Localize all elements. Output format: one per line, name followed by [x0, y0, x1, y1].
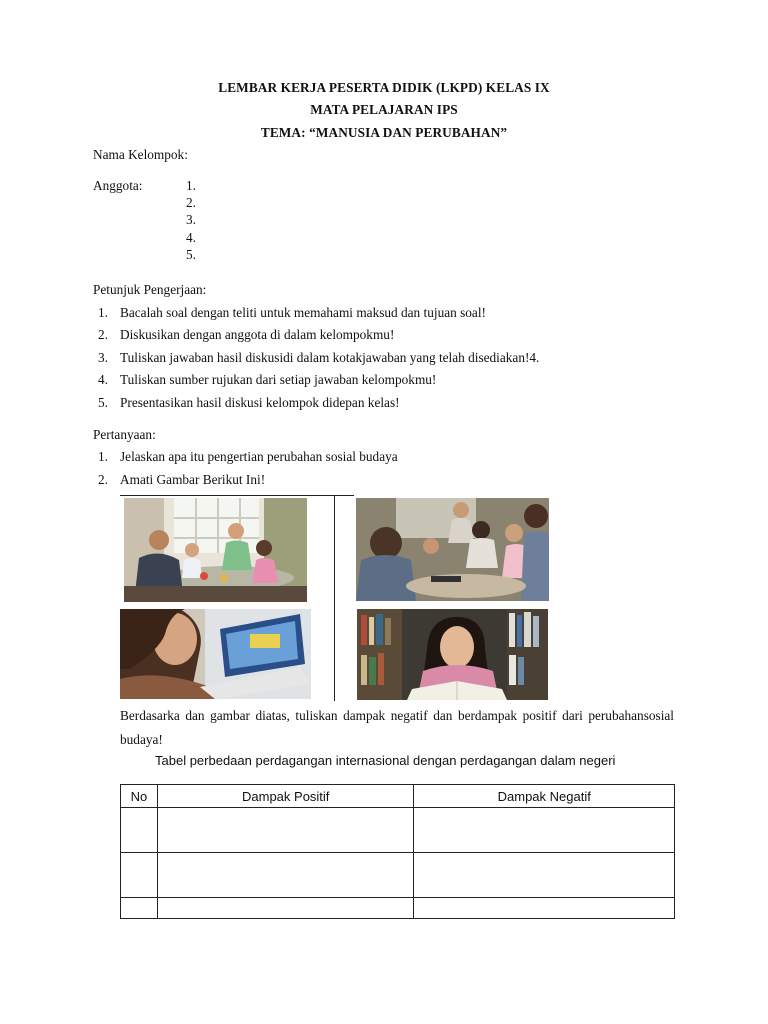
negative-impact-cell[interactable] — [414, 808, 675, 853]
instruction-number: 5. — [98, 395, 108, 410]
instruction-paragraph: Berdasarka dan gambar diatas, tuliskan dampak negatif dan berdampak positif dari perubahansosial budaya! — [120, 708, 674, 747]
instruction-text: Presentasikan hasil diskusi kelompok didepan kelas! — [120, 395, 400, 410]
negative-impact-cell[interactable] — [414, 853, 675, 898]
column-header-positive-impact: Dampak Positif — [157, 785, 414, 808]
member-number-1: 1. — [186, 178, 196, 193]
worksheet-title: LEMBAR KERJA PESERTA DIDIK (LKPD) KELAS IX — [218, 80, 550, 95]
positive-impact-cell[interactable] — [157, 898, 414, 919]
column-header-no: No — [121, 785, 158, 808]
family-dinner-photo — [124, 498, 307, 602]
instruction-number: 4. — [98, 372, 108, 387]
instruction-text: Bacalah soal dengan teliti untuk memahami maksud dan tujuan soal! — [120, 305, 486, 320]
member-number-3: 3. — [186, 212, 196, 227]
instruction-number: 2. — [98, 327, 108, 342]
theme-title: TEMA: “MANUSIA DAN PERUBAHAN” — [260, 125, 508, 140]
member-number-5: 5. — [186, 247, 196, 262]
laptop-user-photo — [120, 609, 311, 699]
questions-heading: Pertanyaan: — [93, 427, 156, 442]
question-text: Amati Gambar Berikut Ini! — [120, 472, 266, 487]
no-cell[interactable] — [121, 898, 158, 919]
subject-title: MATA PELAJARAN IPS — [310, 102, 458, 117]
member-number-2: 2. — [186, 195, 196, 210]
negative-impact-cell[interactable] — [414, 898, 675, 919]
table-row — [121, 898, 675, 919]
column-header-negative-impact: Dampak Negatif — [414, 785, 675, 808]
group-name-label: Nama Kelompok: — [93, 147, 188, 162]
table-header-row — [121, 785, 675, 808]
table-caption: Tabel perbedaan perdagangan internasional dengan perdagangan dalam negeri — [155, 753, 616, 768]
library-study-photo — [357, 609, 548, 700]
impact-table — [120, 784, 675, 919]
grid-divider — [334, 496, 335, 701]
instructions-heading: Petunjuk Pengerjaan: — [93, 282, 207, 297]
members-label: Anggota: — [93, 178, 143, 193]
table-row — [121, 853, 675, 898]
group-meal-photo — [356, 498, 549, 601]
question-number: 2. — [98, 472, 108, 487]
instruction-text: Tuliskan jawaban hasil diskusidi dalam kotakjawaban yang telah disediakan!4. — [120, 350, 540, 365]
instruction-text: Tuliskan sumber rujukan dari setiap jawaban kelompokmu! — [120, 372, 437, 387]
question-number: 1. — [98, 449, 108, 464]
no-cell[interactable] — [121, 853, 158, 898]
instruction-number: 1. — [98, 305, 108, 320]
positive-impact-cell[interactable] — [157, 808, 414, 853]
table-row — [121, 808, 675, 853]
grid-top-rule — [120, 495, 354, 496]
question-text: Jelaskan apa itu pengertian perubahan sosial budaya — [120, 449, 398, 464]
instruction-text: Diskusikan dengan anggota di dalam kelompokmu! — [120, 327, 395, 342]
member-number-4: 4. — [186, 230, 196, 245]
no-cell[interactable] — [121, 808, 158, 853]
positive-impact-cell[interactable] — [157, 853, 414, 898]
instruction-number: 3. — [98, 350, 108, 365]
